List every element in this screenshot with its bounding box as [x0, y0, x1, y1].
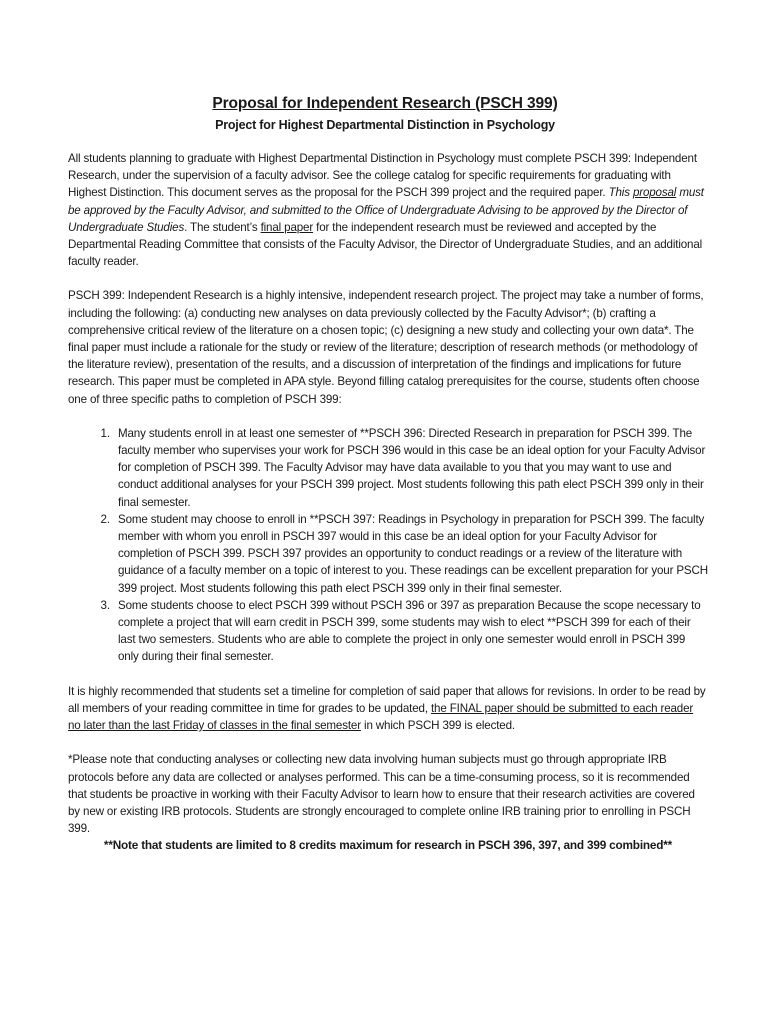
list-item: 1. Many students enroll in at least one semester of **PSCH 396: Directed Research in preparation for PSCH 399. The faculty member who supervises your work for PSCH 396 would in this case be an ideal option for your Faculty Advisor for completion of PSCH 399. The Faculty Advisor may have data available to you that you may want to use and conduct additional analyses for your PSCH 399 project. Most students following this path elect PSCH 399 only in their final semester.	[113, 425, 708, 511]
list-item: 3. Some students choose to elect PSCH 399 without PSCH 396 or 397 as preparation Because the scope necessary to complete a project that will earn credit in PSCH 399, some students may wish to elect **PSCH 399 for each of their last two semesters. Students who are able to complete the project in only one semester would enroll in PSCH 399 only during their final semester.	[113, 597, 708, 666]
list-item: 2. Some student may choose to enroll in **PSCH 397: Readings in Psychology in preparation for PSCH 399. The faculty member with whom you enroll in PSCH 397 would in this case be an ideal option for your Faculty Advisor for completion of PSCH 399. PSCH 397 provides an opportunity to conduct readings or a review of the literature with guidance of a faculty member on a topic of interest to you. These readings can be excellent preparation for your PSCH 399 project. Most students following this path elect PSCH 399 only in their final semester.	[113, 511, 708, 597]
intro-italic-proposal: proposal	[632, 186, 677, 200]
intro-sentence-1: All students planning to graduate with Highest Departmental Distinction in Psychology must complete PSCH 399: Independent Research, under the supervision of a faculty advisor. See the college catalog for specific requirements for graduating with Highest Distinction. This document serves as the proposal for the PSCH 399 project and the required paper.	[68, 152, 697, 200]
intro-paragraph	[68, 150, 708, 270]
timeline-deadline: the FINAL paper should be submitted to each reader no later than the last Friday of classes in the final semester	[68, 701, 694, 733]
intro-italic-a: This	[608, 186, 630, 200]
paths-list	[68, 425, 708, 666]
timeline-sentence-1: It is highly recommended that students set a timeline for completion of said paper that allows for revisions. In order to be read by all members of your reading committee in time for grades to be updated,	[68, 684, 706, 715]
timeline-sentence-2: in which PSCH 399 is elected.	[364, 719, 515, 733]
page-title: Proposal for Independent Research (PSCH 399)	[212, 95, 558, 112]
credits-note: **Note that students are limited to 8 credits maximum for research in PSCH 396, 397, and 399 combined**	[103, 838, 673, 853]
timeline-paragraph	[68, 683, 708, 735]
page-subtitle: Project for Highest Departmental Distinction in Psychology	[215, 118, 555, 132]
irb-note-paragraph: *Please note that conducting analyses or collecting new data involving human subjects must go through appropriate IRB protocols before any data are collected or analyses performed. This can be a time-consuming process, so it is recommended that students be proactive in working with their Faculty Advisor to learn how to ensure that their research activities are covered by new or existing IRB protocols. Students are strongly encouraged to complete online IRB training prior to enrolling in PSCH 399.	[68, 753, 695, 836]
intro-italic-b: must be approved by the Faculty Advisor, and submitted to the Office of Undergraduate Advising to be approved by the Director of Undergraduate Studies	[68, 186, 704, 234]
intro-final-paper: final paper	[260, 220, 314, 234]
description-paragraph: PSCH 399: Independent Research is a highly intensive, independent research project. The project may take a number of forms, including the following: (a) conducting new analyses on data previously collected by the Faculty Advisor*; (b) crafting a comprehensive critical review of the literature on a chosen topic; (c) designing a new study and collecting your own data*. The final paper must include a rationale for the study or review of the literature; description of research methods (or methodology of the literature review), presentation of the results, and a discussion of interpretation of the findings and implications for future research. This paper must be completed in APA style. Beyond filling catalog prerequisites for the course, students often choose one of three specific paths to completion of PSCH 399:	[68, 289, 704, 406]
document-body	[68, 150, 708, 855]
intro-sentence-2: . The student’s	[184, 220, 258, 234]
intro-sentence-3: for the independent research must be reviewed and accepted by the Departmental Reading Committee that consists of the Faculty Advisor, the Director of Undergraduate Studies, and an additional faculty reader.	[68, 220, 703, 269]
